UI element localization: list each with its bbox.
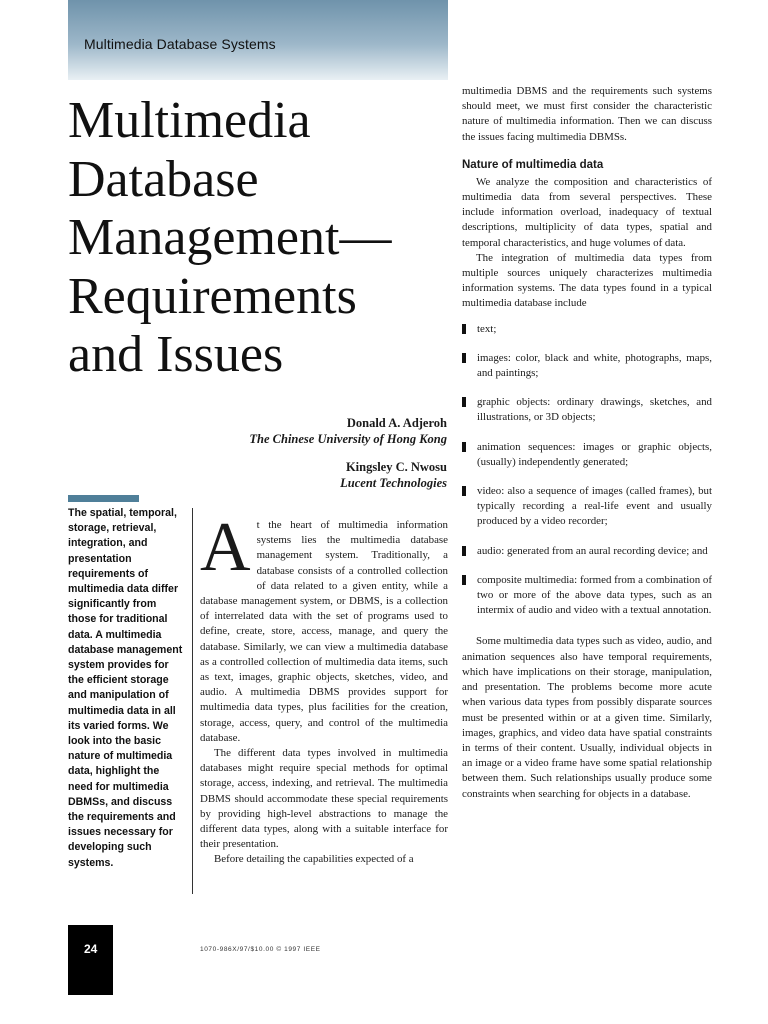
author-block <box>340 459 447 491</box>
author-affiliation: Lucent Technologies <box>340 476 447 490</box>
article-title <box>68 92 448 385</box>
list-item: video: also a sequence of images (called frames), but typically recording a real-life event and usually produced by a video recorder; <box>462 484 712 530</box>
column-divider <box>192 508 193 894</box>
list-item: animation sequences: images or graphic objects, (usually) independently generated; <box>462 440 712 470</box>
list-item: graphic objects: ordinary drawings, sketches, and illustrations, or 3D objects; <box>462 395 712 425</box>
list-item: images: color, black and white, photographs, maps, and paintings; <box>462 351 712 381</box>
author-block <box>249 415 447 447</box>
body-paragraph: We analyze the composition and characteristics of multimedia data from several perspectives. These include information overload, inadequacy of textual descriptions, multiplicity of data types, spatial and temporal characteristics, and huge volumes of data. <box>462 175 712 249</box>
body-paragraph: The different data types involved in multimedia databases might require special methods for optimal storage, access, indexing, and retrieval. The multimedia DBMS should accommodate these special requirements by providing high-level abstractions to manage the different data types, along with a suitable interface for their presentation. <box>200 747 448 851</box>
author-name: Kingsley C. Nwosu <box>345 460 447 474</box>
author-affiliation: The Chinese University of Hong Kong <box>249 432 447 446</box>
page-number: 24 <box>84 942 98 956</box>
page-number-box <box>68 925 113 995</box>
running-title: Multimedia Database Systems <box>84 36 276 52</box>
title-line: Requirements <box>68 267 357 325</box>
list-item: composite multimedia: formed from a combination of two or more of the above data types, such as an intermix of audio and video with a textual annotation. <box>462 573 712 619</box>
list-item: text; <box>462 322 712 337</box>
abstract-accent-bar <box>68 495 139 502</box>
body-column-right <box>462 84 712 802</box>
title-line: Database <box>68 150 259 208</box>
body-paragraph: Before detailing the capabilities expected of a <box>214 853 414 866</box>
title-line: Multimedia <box>68 92 311 149</box>
body-paragraph: Some multimedia data types such as video, audio, and animation sequences also have temporal requirements, which have implications on their storage, manipulation, and presentation. The problems become more acute when various data types from possibly disparate sources must be presented within or at a given time. Similarly, images, graphics, and video data have spatial constraints in terms of their content. Usually, individual objects in an image or a video frame have some spatial relationship between them. Such relationships usually produce some constraints when searching for objects in a database. <box>462 635 712 800</box>
abstract: The spatial, temporal, storage, retrieval, integration, and presentation requirements of multimedia data differ significantly from those for traditional data. A multimedia database management system provides for the efficient storage and manipulation of multimedia data in all its varied forms. We look into the basic nature of multimedia data, highlight the need for multimedia DBMSs, and discuss the requirements and issues necessary for developing such systems. <box>68 507 183 869</box>
list-item: audio: generated from an aural recording device; and <box>462 544 712 559</box>
author-name: Donald A. Adjeroh <box>346 416 447 430</box>
header-banner <box>68 0 448 80</box>
body-paragraph: multimedia DBMS and the requirements such systems should meet, we must first consider the characteristic nature of multimedia information. Then we can discuss the issues facing multimedia DBMSs. <box>462 85 712 143</box>
body-paragraph: The integration of multimedia data types from multiple sources uniquely characterizes multimedia information systems. The data types found in a typical multimedia database include <box>462 251 712 310</box>
body-column-left <box>200 509 448 868</box>
copyright-line: 1070-986X/97/$10.00 © 1997 IEEE <box>200 946 321 953</box>
title-line: and Issues <box>68 326 284 383</box>
title-line: Management— <box>68 209 392 266</box>
section-heading: Nature of multimedia data <box>462 158 604 171</box>
drop-cap: A <box>200 509 251 586</box>
data-type-list <box>462 322 712 619</box>
body-paragraph: t the heart of multimedia information systems lies the multimedia database management system. Traditionally, a database consists of a controlled collection of data related to a given entity, while a database management system, or DBMS, is a collection of interrelated data with the set of programs used to define, create, store, access, manage, and query the database. Similarly, we can view a multimedia database as a controlled collection of multimedia data items, such as text, images, graphic objects, sketches, video, and audio. A multimedia DBMS provides support for multimedia data types, plus facilities for the creation, storage, access, query, and control of the multimedia database. <box>200 519 448 744</box>
